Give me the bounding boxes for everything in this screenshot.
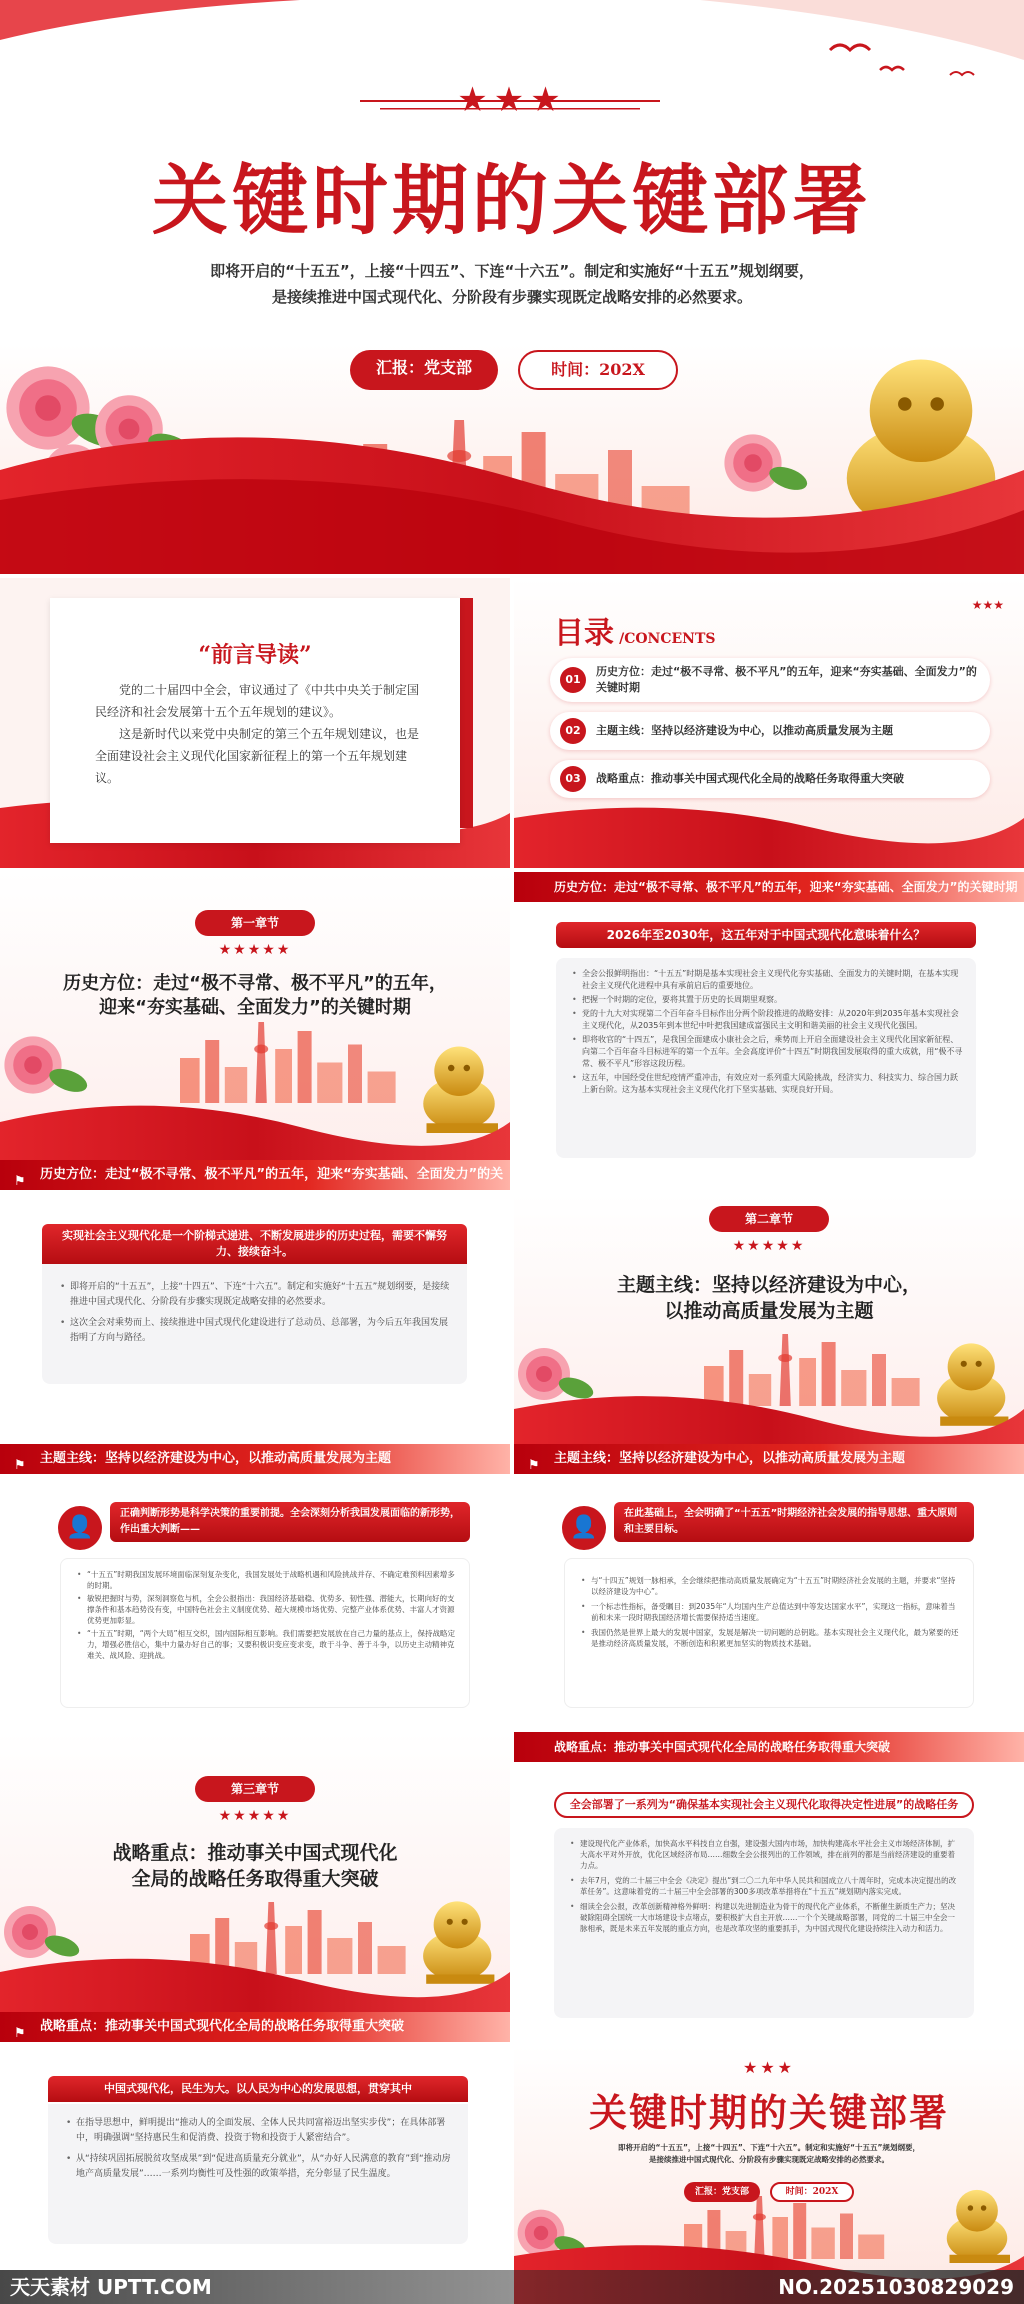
chapter1-detail2-slide <box>0 1194 510 1474</box>
bullet-item: • 一个标志性指标，备受瞩目：到2035年“人均国内生产总值达到中等发达国家水平”，实现这一指标，意味着当前和未来一段时期我国经济增长需要保持适当速度。 <box>577 1601 961 1623</box>
bullet-list <box>62 2116 454 2182</box>
bullet-item: • 党的十九大对实现第二个百年奋斗目标作出分两个阶段推进的战略安排：从2020年到2035年基本实现社会主义现代化，从2035年到本世纪中叶把我国建成富强民主文明和谐美丽的社会主义现代化强国。 <box>568 1008 964 1032</box>
cover-title: 关键时期的关键部署 <box>152 156 872 245</box>
bullet-item: • 从“持续巩固拓展脱贫攻坚成果”到“促进高质量充分就业”，从“办好人民满意的教育”到“推动房地产高质量发展”……一系列均衡性可及性强的政策举措，充分彰显了民生温度。 <box>62 2152 454 2182</box>
bullet-item: • 建设现代化产业体系，加快高水平科技自立自强，建设强大国内市场，加快构建高水平社会主义市场经济体制，扩大高水平对外开放，优化区域经济布局……细数全会公报列出的工作领域，排在前列的都是当前经济建设的重要着力点。 <box>566 1838 962 1871</box>
chapter-title <box>544 1272 994 1324</box>
toc-item[interactable] <box>550 712 990 750</box>
footer-bar <box>514 1444 1024 1474</box>
chapter1-slide <box>0 872 510 1190</box>
chapter2-background <box>514 1194 1024 1474</box>
toc-item-number: 03 <box>560 766 586 792</box>
content-card <box>60 1558 470 1708</box>
decorative-stars: ★★★★★ <box>218 942 292 958</box>
toc-item-label: 历史方位：走过“极不寻常、极不平凡”的五年，迎来“夯实基础、全面发力”的关键时期 <box>596 665 977 694</box>
footer-bar <box>0 1444 510 1474</box>
closing-intro-line: 即将开启的“十五五”，上接“十四五”、下连“十六五”。制定和实施好“十五五”规划纲要， <box>618 2143 920 2152</box>
section-banner: 2026年至2030年，这五年对于中国式现代化意味着什么？ <box>556 922 976 948</box>
chapter-title <box>30 1840 480 1892</box>
chapter-title-line: 全局的战略任务取得重大突破 <box>131 1868 379 1890</box>
chapter2-detail1-slide <box>0 1478 510 1728</box>
toc-header <box>554 608 715 652</box>
footer-text: 战略重点：推动事关中国式现代化全局的战略任务取得重大突破 <box>40 2019 405 2034</box>
flag-icon: ⚑ <box>14 1174 26 1189</box>
toc-item-number: 02 <box>560 718 586 744</box>
reporter-badge: 汇报：党支部 <box>350 350 498 390</box>
bullet-list <box>566 1838 962 1934</box>
bullet-item: • 即将收官的“十四五”，是我国全面建成小康社会之后，乘势而上开启全面建设社会主义现代化国家新征程、向第二个百年奋斗目标进军的第一个五年。全会高度评价“十四五”时期我国发展取得的重大成就，用“极不寻常、极不平凡”形容这段历程。 <box>568 1034 964 1070</box>
toc-list <box>550 658 990 798</box>
content-card <box>42 1264 467 1384</box>
footer-text: 主题主线：坚持以经济建设为中心，以推动高质量发展为主题 <box>554 1451 906 1466</box>
content-card <box>556 958 976 1158</box>
bullet-item: • “十五五”时期，“两个大局”相互交织，国内国际相互影响。我们需要把发展放在自己力量的基点上，保持战略定力，增强必胜信心，集中力量办好自己的事；又要积极识变应变求变，敢于斗争、善于斗争，以历史主动精神克难关、战风险、迎挑战。 <box>73 1628 457 1661</box>
chapter3-detail1-slide <box>514 1732 1024 2042</box>
toc-item-number: 01 <box>560 667 586 693</box>
toc-item[interactable] <box>550 658 990 702</box>
chapter1-detail-slide <box>514 872 1024 1190</box>
footer-text: 主题主线：坚持以经济建设为中心，以推动高质量发展为主题 <box>40 1451 392 1466</box>
watermark-left: 天天素材 UPTT.COM <box>10 2275 212 2299</box>
toc-title: 目录 <box>554 616 614 651</box>
chapter-title: 历史方位：走过“极不寻常、极不平凡”的五年，迎来“夯实基础、全面发力”的关键时期 <box>63 973 447 1018</box>
flag-icon: ⚑ <box>14 2026 26 2041</box>
cover-intro <box>0 258 1024 310</box>
header-text: 战略重点：推动事关中国式现代化全局的战略任务取得重大突破 <box>554 1740 891 1754</box>
content-card <box>564 1558 974 1708</box>
bullet-list <box>56 1280 453 1346</box>
section-banner: 在此基础上，全会明确了“十五五”时期经济社会发展的指导思想、重大原则和主要目标。 <box>614 1502 974 1542</box>
chapter-title-line: 战略重点：推动事关中国式现代化 <box>112 1842 398 1864</box>
chapter2-detail2-slide <box>514 1478 1024 1728</box>
preface-card <box>50 598 460 843</box>
bullet-item: • 去年7月，党的二十届三中全会《决定》提出“到二〇二九年中华人民共和国成立八十周年时，完成本决定提出的改革任务”。这意味着党的二十届三中全会部署的300多项改革举措将在“十五五”规划期内落实完成。 <box>566 1875 962 1897</box>
preface-slide <box>0 578 510 868</box>
content-card <box>48 2104 468 2244</box>
closing-title: 关键时期的关键部署 <box>588 2090 949 2135</box>
section-banner: 中国式现代化，民生为大。以人民为中心的发展思想，贯穿其中 <box>48 2076 468 2102</box>
watermark-right: NO.20251030829029 <box>778 2275 1014 2299</box>
footer-bar <box>0 1160 510 1190</box>
bullet-item: • 与“十四五”规划一脉相承，全会继续把推动高质量发展确定为“十五五”时期经济社会发展的主题，并要求“坚持以经济建设为中心”。 <box>577 1575 961 1597</box>
reporter-badge: 汇报：党支部 <box>684 2182 760 2202</box>
bullet-item: • 我国仍然是世界上最大的发展中国家，发展是解决一切问题的总钥匙。基本实现社会主义现代化，最为紧要的还是推动经济高质量发展，不断创造和积累更加坚实的物质技术基础。 <box>577 1627 961 1649</box>
watermark-bar <box>0 2270 1024 2304</box>
flag-icon: ⚑ <box>528 1458 540 1473</box>
closing-intro-line: 是接续推进中国式现代化、分阶段有步骤实现既定战略安排的必然要求。 <box>649 2155 889 2164</box>
time-badge: 时间：202X <box>518 350 678 390</box>
chapter-tag: 第一章节 <box>195 910 315 936</box>
section-banner: 全会部署了一系列为“确保基本实现社会主义现代化取得决定性进展”的战略任务 <box>554 1792 974 1818</box>
toc-item-label: 战略重点：推动事关中国式现代化全局的战略任务取得重大突破 <box>596 772 904 785</box>
section-banner: 实现社会主义现代化是一个阶梯式递进、不断发展进步的历史过程，需要不懈努力、接续奋斗。 <box>42 1224 467 1264</box>
header-bar <box>514 872 1024 902</box>
preface-title: “前言导读” <box>198 642 312 668</box>
bullet-item: • 这五年，中国经受住世纪疫情严重冲击，有效应对一系列重大风险挑战，经济实力、科技实力、综合国力跃上新台阶。这为基本实现社会主义现代化打下坚实基础、实现良好开局。 <box>568 1072 964 1096</box>
decorative-stars: ★★★ <box>457 80 567 120</box>
toc-subtitle: /CONCENTS <box>619 631 716 647</box>
footer-text: 历史方位：走过“极不寻常、极不平凡”的五年，迎来“夯实基础、全面发力”的关 <box>40 1167 504 1182</box>
flag-icon: ⚑ <box>14 1458 26 1473</box>
closing-intro <box>514 2142 1024 2166</box>
toc-slide <box>514 578 1024 868</box>
bullet-item: • 全会公报鲜明指出：“十五五”时期是基本实现社会主义现代化夯实基础、全面发力的关键时期，在基本实现社会主义现代化进程中具有承前启后的重要地位。 <box>568 968 964 992</box>
decorative-stars: ★★★ <box>742 2058 796 2077</box>
bullet-item: • “十五五”时期我国发展环境面临深刻复杂变化，我国发展处于战略机遇和风险挑战并存、不确定难预料因素增多的时期。 <box>73 1569 457 1591</box>
chapter-tag: 第三章节 <box>195 1776 315 1802</box>
bullet-list <box>568 968 964 1096</box>
user-icon: 👤 <box>58 1506 102 1550</box>
bullet-item: • 敏锐把握时与势，深刻洞察危与机，全会公报指出：我国经济基础稳、优势多、韧性强、潜能大，长期向好的支撑条件和基本趋势没有变，中国特色社会主义制度优势、超大规模市场优势、完整产业体系优势、丰富人才资源优势更加彰显。 <box>73 1593 457 1626</box>
bullet-list <box>577 1575 961 1649</box>
preface-paragraph: 党的二十届四中全会，审议通过了《中共中央关于制定国民经济和社会发展第十五个五年规划的建议》。 <box>95 683 420 719</box>
decorative-stars: ★★★★★ <box>218 1808 292 1824</box>
cover-intro-line: 即将开启的“十五五”，上接“十四五”、下连“十六五”。制定和实施好“十五五”规划纲要， <box>210 262 814 280</box>
chapter-title-line: 以推动高质量发展为主题 <box>664 1300 874 1322</box>
bullet-list <box>73 1569 457 1661</box>
bullet-item: • 把握一个时期的定位，要将其置于历史的长周期里观察。 <box>568 994 964 1006</box>
chapter2-slide <box>514 1194 1024 1474</box>
section-banner: 正确判断形势是科学决策的重要前提。全会深刻分析我国发展面临的新形势，作出重大判断—— <box>110 1502 470 1542</box>
cover-slide <box>0 0 1024 574</box>
bullet-item: • 即将开启的“十五五”，上接“十四五”、下连“十六五”。制定和实施好“十五五”规划纲要，是接续推进中国式现代化、分阶段有步骤实现既定战略安排的必然要求。 <box>56 1280 453 1310</box>
bullet-item: • 这次全会对乘势而上、接续推进中国式现代化建设进行了总动员、总部署，为今后五年我国发展指明了方向与路径。 <box>56 1316 453 1346</box>
cover-intro-line: 是接续推进中国式现代化、分阶段有步骤实现既定战略安排的必然要求。 <box>271 288 752 306</box>
decorative-stars: ★★★★★ <box>732 1238 806 1254</box>
preface-paragraph: 这是新时代以来党中央制定的第三个五年规划建议，也是全面建设社会主义现代化国家新征程上的第一个五年规划建议。 <box>95 727 420 785</box>
footer-bar <box>0 2012 510 2042</box>
chapter-title-line: 主题主线：坚持以经济建设为中心， <box>616 1274 921 1296</box>
header-bar <box>514 1732 1024 1762</box>
decorative-stars: ★★★ <box>971 598 1004 612</box>
chapter3-slide <box>0 1732 510 2042</box>
chapter-tag: 第二章节 <box>709 1206 829 1232</box>
toc-item[interactable] <box>550 760 990 798</box>
chapter3-detail2-slide <box>0 2046 510 2270</box>
toc-item-label: 主题主线：坚持以经济建设为中心，以推动高质量发展为主题 <box>596 724 893 737</box>
bullet-item: • 细读全会公报，改革创新精神格外鲜明：构建以先进制造业为骨干的现代化产业体系，不断催生新质生产力；坚决破除阻碍全国统一大市场建设卡点堵点，要积极扩大自主开放……一个个关键战略部署，同党的二十届三中全会一脉相承，既是未来五年发展的重点方向，也是改革攻坚的重要抓手，为中国式现代化建设持续注入动力和活力。 <box>566 1901 962 1934</box>
user-icon: 👤 <box>562 1506 606 1550</box>
closing-slide <box>514 2046 1024 2304</box>
content-card <box>554 1828 974 2018</box>
header-text: 历史方位：走过“极不寻常、极不平凡”的五年，迎来“夯实基础、全面发力”的关键时期 <box>554 880 1018 894</box>
bullet-item: • 在指导思想中，鲜明提出“推动人的全面发展、全体人民共同富裕迈出坚实步伐”；在具体部署中，明确强调“坚持惠民生和促消费、投资于物和投资于人紧密结合”。 <box>62 2116 454 2146</box>
time-badge: 时间：202X <box>770 2182 854 2202</box>
